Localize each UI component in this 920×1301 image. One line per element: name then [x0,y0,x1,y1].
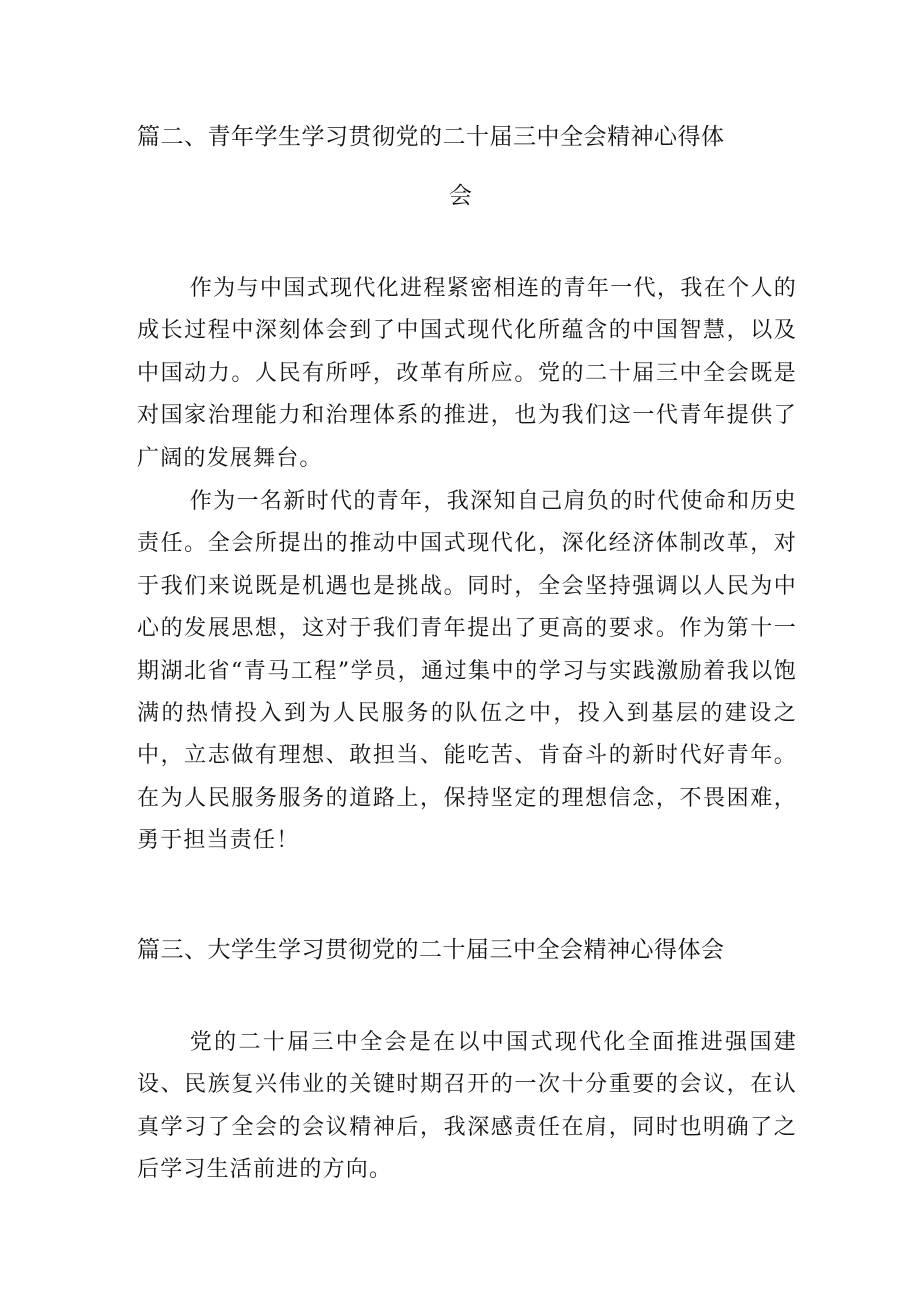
section-2-paragraph-2: 作为一名新时代的青年，我深知自己肩负的时代使命和历史责任。全会所提出的推动中国式现代化，深化经济体制改革，对于我们来说既是机遇也是挑战。同时，全会坚持强调以人民为中心的发展思想，这对于我们青年提出了更高的要求。作为第十一期湖北省“青马工程”学员，通过集中的学习与实践激励着我以饱满的热情投入到为人民服务的队伍之中，投入到基层的建设之中，立志做有理想、敢担当、能吃苦、肯奋斗的新时代好青年。在为人民服务服务的道路上，保持坚定的理想信念，不畏困难，勇于担当责任！ [137,489,797,854]
section-2-paragraph-1: 作为与中国式现代化进程紧密相连的青年一代，我在个人的成长过程中深刻体会到了中国式现代化所蕴含的中国智慧，以及中国动力。人民有所呼，改革有所应。党的二十届三中全会既是对国家治理能力和治理体系的推进，也为我们这一代青年提供了广阔的发展舞台。 [137,276,797,471]
section-2-title-line-2: 会 [449,183,473,209]
section-3-paragraph-1: 党的二十届三中全会是在以中国式现代化全面推进强国建设、民族复兴伟业的关键时期召开的一次十分重要的会议，在认真学习了全会的会议精神后，我深感责任在肩，同时也明确了之后学习生活前进的方向。 [137,1030,797,1183]
section-2-title-line-1: 篇二、青年学生学习贯彻党的二十届三中全会精神心得体 [137,124,725,150]
section-3-title: 篇三、大学生学习贯彻党的二十届三中全会精神心得体会 [137,937,725,963]
